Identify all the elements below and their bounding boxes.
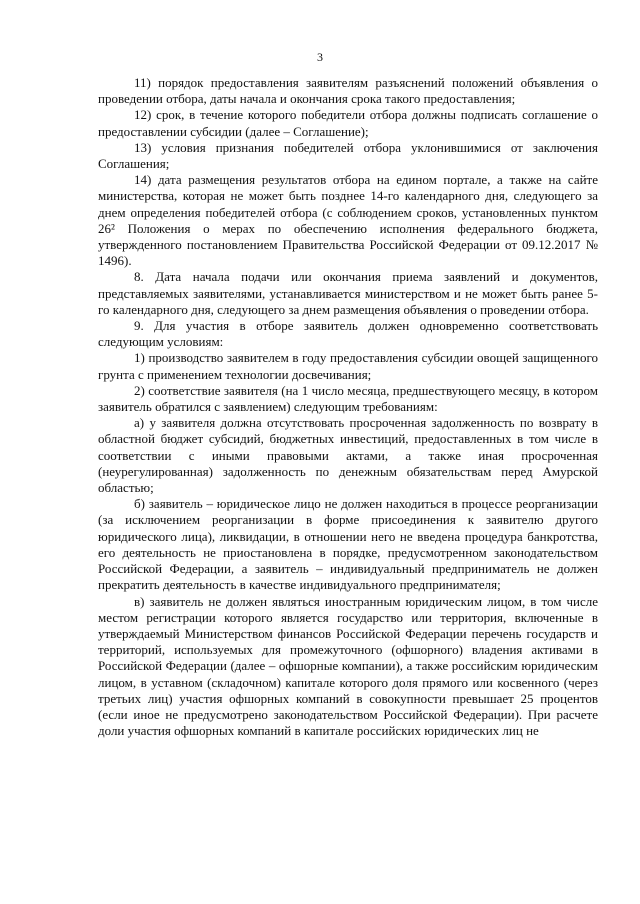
paragraph-item-11: 11) порядок предоставления заявителям разъяснений положений объявления о проведении отбора, даты начала и окончания срока такого предоставления; [98,75,598,107]
paragraph-item-14: 14) дата размещения результатов отбора на едином портале, а также на сайте министерства, которая не может быть позднее 14-го календарного дня, следующего за днем определения победителей отбора (с соблюдением сроков, установленных пунктом 26² Положения о мерах по обеспечению исполнения федерального бюджета, утвержденного постановлением Правительства Российской Федерации от 09.12.2017 № 1496). [98,172,598,269]
paragraph-item-12: 12) срок, в течение которого победители отбора должны подписать соглашение о предоставлении субсидии (далее – Соглашение); [98,107,598,139]
paragraph-clause-8: 8. Дата начала подачи или окончания приема заявлений и документов, представляемых заявителями, устанавливается министерством и не может быть ранее 5-го календарного дня, следующего за днем размещения объявления о проведении отбора. [98,269,598,317]
paragraph-condition-2: 2) соответствие заявителя (на 1 число месяца, предшествующего месяцу, в котором заявитель обратился с заявлением) следующим требованиям: [98,382,598,415]
paragraph-item-13: 13) условия признания победителей отбора уклонившимися от заключения Соглашения; [98,139,598,172]
paragraph-requirement-a: а) у заявителя должна отсутствовать просроченная задолженность по возврату в областной бюджет субсидий, бюджетных инвестиций, предоставленных в том числе в соответствии с иными правовыми актами, а также иная просроченная (неурегулированная) задолженность по денежным обязательствам перед Амурской областью; [98,415,598,496]
paragraph-requirement-v: в) заявитель не должен являться иностранным юридическим лицом, в том числе местом регистрации которого является государство или территория, включенные в утверждаемый Министерством финансов Российской Федерации перечень государств и территорий, используемых для промежуточного (офшорного) владения активами в Российской Федерации (далее – офшорные компании), а также российским юридическим лицом, в уставном (складочном) капитале которого доля прямого или косвенного (через третьих лиц) участия офшорных компаний в совокупности превышает 25 процентов (если иное не предусмотрено законодательством Российской Федерации). При расчете доли участия офшорных компаний в капитале российских юридических лиц не [98,593,598,739]
document-body [98,75,598,739]
paragraph-condition-1: 1) производство заявителем в году предоставления субсидии овощей защищенного грунта с применением технологии досвечивания; [98,350,598,382]
paragraph-clause-9: 9. Для участия в отборе заявитель должен одновременно соответствовать следующим условиям: [98,318,598,350]
paragraph-requirement-b: б) заявитель – юридическое лицо не должен находиться в процессе реорганизации (за исключением реорганизации в форме присоединения к заявителю другого юридического лица), ликвидации, в отношении него не введена процедура банкротства, его деятельность не приостановлена в порядке, предусмотренном законодательством Российской Федерации, а заявитель – индивидуальный предприниматель не должен прекратить деятельность в качестве индивидуального предпринимателя; [98,496,598,593]
page-number: 3 [317,50,323,64]
